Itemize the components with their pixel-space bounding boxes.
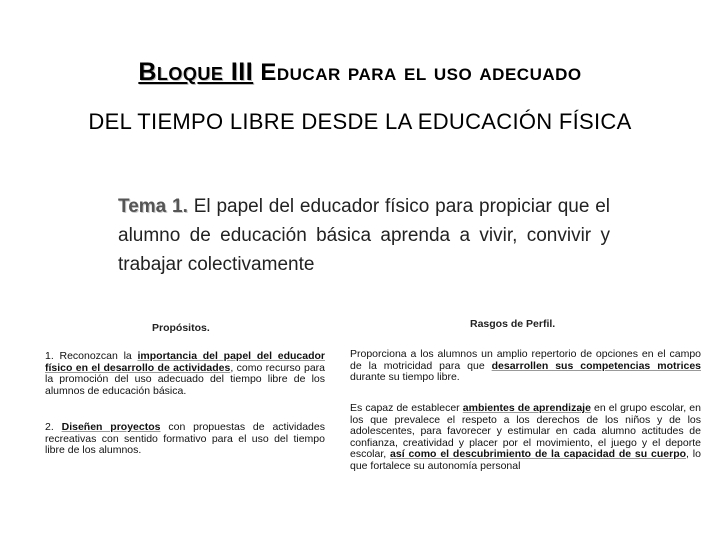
rasgo-item-2 [350, 403, 701, 472]
proposito-1-highlight: importancia del papel del educador físico en el desarrollo de actividades [45, 350, 325, 374]
title-line-1 [0, 58, 720, 87]
proposito-item-1 [45, 351, 325, 397]
proposito-1-text-a: 1. Reconozcan la [45, 350, 138, 362]
proposito-2-text-c: con propuestas de actividades recreativas con sentido formativo para el uso del tiempo libre de los alumnos. [45, 421, 325, 456]
tema-text: El papel del educador físico para propiciar que el alumno de educación básica aprenda a vivir, convivir y trabajar colectivamente [118, 196, 611, 275]
rasgo-1-highlight: desarrollen sus competencias motrices [491, 359, 702, 372]
rasgo-2-text-e: , lo que fortalece su autonomía personal [350, 448, 701, 472]
rasgo-2-highlight-1: ambientes de aprendizaje [462, 402, 591, 414]
rasgo-2-text-a: Es capaz de establecer [350, 402, 463, 414]
rasgo-2-highlight-2: así como el descubrimiento de la capacidad de su cuerpo [390, 448, 687, 460]
title-line-1-rest: Educar para el uso adecuado [253, 59, 582, 86]
rasgo-item-1 [350, 349, 701, 384]
rasgo-1-text-a: Proporciona a los alumnos un amplio repertorio de opciones en el campo de la motricidad para que [350, 348, 701, 372]
propositos-heading: Propósitos. [152, 322, 210, 334]
tema-paragraph [118, 192, 610, 279]
tema-label: Tema 1. [118, 196, 188, 217]
block-label: Bloque III [138, 58, 254, 86]
rasgo-1-text-c: durante su tiempo libre. [350, 371, 460, 383]
proposito-2-text-a: 2. [45, 421, 62, 433]
rasgo-2-text-c: en el grupo escolar, en los que prevalece el respeto a los derechos de los niños y de los adolescentes, para favorecer y estimular en cada alumno actitudes de confianza, creatividad y placer por el movimiento, el juego y el deporte escolar, [350, 402, 701, 460]
rasgos-heading: Rasgos de Perfil. [470, 318, 556, 330]
proposito-item-2 [45, 422, 325, 457]
proposito-2-highlight: Diseñen proyectos [61, 421, 161, 433]
title-line-2: DEL TIEMPO LIBRE DESDE LA EDUCACIÓN FÍSICA [88, 109, 632, 134]
proposito-1-text-c: , como recurso para la promoción del uso adecuado del tiempo libre de los alumnos de educación básica. [45, 361, 325, 397]
